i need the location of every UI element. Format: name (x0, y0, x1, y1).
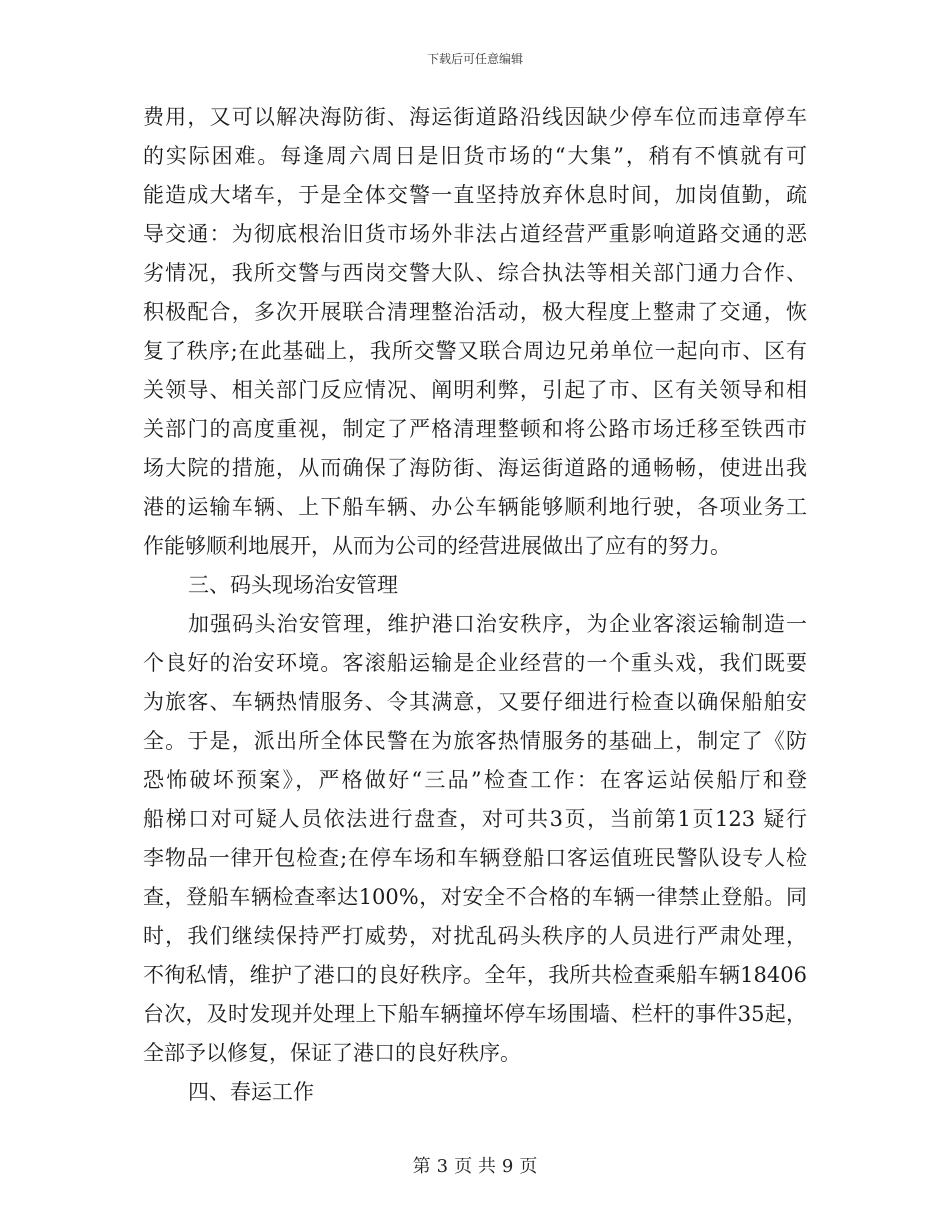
text-line: 劣情况，我所交警与西岗交警大队、综合执法等相关部门通力合作、 (143, 261, 807, 285)
text-line: 的实际困难。每逢周六周日是旧货市场的“大集”，稍有不慎就有可 (143, 144, 807, 168)
page-footer (0, 1152, 950, 1178)
text-line: 作能够顺利地展开，从而为公司的经营进展做出了应有的努力。 (143, 534, 731, 558)
text-line: 恐怖破坏预案》，严格做好“三品”检查工作：在客运站侯船厅和登 (143, 768, 807, 792)
text-line: 个良好的治安环境。客滚船运输是企业经营的一个重头戏，我们既要 (143, 651, 807, 675)
text-line: 导交通：为彻底根治旧货市场外非法占道经营严重影响道路交通的恶 (143, 222, 807, 246)
text-line: 船梯口对可疑人员依法进行盘查，对可共3页，当前第1页123 疑行 (143, 807, 807, 831)
text-line: 复了秩序;在此基础上，我所交警又联合周边兄弟单位一起向市、区有 (143, 339, 807, 363)
text-line: 费用，又可以解决海防街、海运街道路沿线因缺少停车位而违章停车 (143, 105, 807, 129)
page-prefix: 第 (412, 1156, 431, 1177)
page-suffix: 页 (519, 1156, 538, 1177)
paragraph-first-line: 加强码头治安管理，维护港口治安秩序，为企业客滚运输制造一 (188, 612, 807, 636)
text-line: 港的运输车辆、上下船车辆、办公车辆能够顺利地行驶，各项业务工 (143, 495, 807, 519)
text-line: 李物品一律开包检查;在停车场和车辆登船口客运值班民警队设专人检 (143, 846, 807, 870)
text-line: 不徇私情，维护了港口的良好秩序。全年，我所共检查乘船车辆18406 (143, 963, 807, 987)
page-mid: 页 共 (454, 1156, 496, 1177)
text-line: 全部予以修复，保证了港口的良好秩序。 (143, 1041, 521, 1065)
text-line: 关部门的高度重视，制定了严格清理整顿和将公路市场迁移至铁西市 (143, 417, 807, 441)
text-line: 时，我们继续保持严打威势，对扰乱码头秩序的人员进行严肃处理， (143, 924, 807, 948)
text-line: 为旅客、车辆热情服务、令其满意，又要仔细进行检查以确保船舶安 (143, 690, 807, 714)
text-line: 关领导、相关部门反应情况、阐明利弊，引起了市、区有关领导和相 (143, 378, 807, 402)
text-line: 全。于是，派出所全体民警在为旅客热情服务的基础上，制定了《防 (143, 729, 807, 753)
text-line: 场大院的措施，从而确保了海防街、海运街道路的通畅畅，使进出我 (143, 456, 807, 480)
page-current: 3 (436, 1156, 449, 1177)
section-heading: 四、春运工作 (188, 1080, 314, 1104)
text-line: 积极配合，多次开展联合清理整治活动，极大程度上整肃了交通，恢 (143, 300, 807, 324)
section-heading: 三、码头现场治安管理 (188, 573, 398, 597)
text-line: 能造成大堵车，于是全体交警一直坚持放弃休息时间，加岗值勤，疏 (143, 183, 807, 207)
header-note: 下载后可任意编辑 (426, 52, 523, 66)
page-total: 9 (501, 1156, 514, 1177)
text-line: 台次，及时发现并处理上下船车辆撞坏停车场围墙、栏杆的事件35起， (143, 1002, 807, 1026)
text-line: 查，登船车辆检查率达100%，对安全不合格的车辆一律禁止登船。同 (143, 885, 807, 909)
